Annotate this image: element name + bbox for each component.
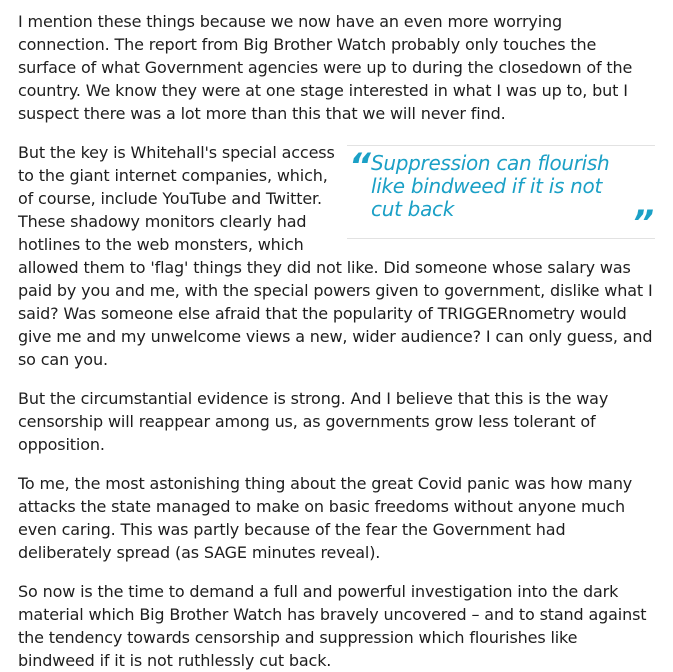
pull-quote-text: Suppression can flourish like bindweed if it is not cut back — [371, 151, 610, 221]
pull-quote — [347, 145, 655, 243]
close-quote-icon: ” — [632, 203, 651, 243]
article-paragraph-3: But the circumstantial evidence is strong. And I believe that this is the way censorship will reappear among us, as governments grow less tolerant of opposition. — [18, 389, 609, 454]
open-quote-icon: “ — [349, 146, 368, 186]
article-paragraph-4: To me, the most astonishing thing about the great Covid panic was how many attacks the state managed to make on basic freedoms without anyone much even caring. This was partly because of the fear the Government had deliberately spread (as SAGE minutes reveal). — [18, 474, 633, 562]
article-body — [18, 0, 655, 672]
article-paragraph-5: So now is the time to demand a full and powerful investigation into the dark material which Big Brother Watch has bravely uncovered – and to stand against the tendency towards censorship and suppression which flourishes like bindweed if it is not ruthlessly cut back. — [18, 582, 647, 670]
article-paragraph-2: But the key is Whitehall's special access to the giant internet companies, which, of course, include YouTube and Twitter. These shadowy monitors clearly had hotlines to the web monsters, which allowed them to 'flag' things they did not like. Did someone whose salary was paid by you and me, with the special powers given to government, dislike what I said? Was someone else afraid that the popularity of TRIGGERnometry would give me and my unwelcome views a new, wider audience? I can only guess, and so can you. — [18, 143, 653, 369]
article-paragraph-1: I mention these things because we now have an even more worrying connection. The report from Big Brother Watch probably only touches the surface of what Government agencies were up to during the closedown of the country. We know they were at one stage interested in what I was up to, but I suspect there was a lot more than this that we will never find. — [18, 12, 633, 123]
